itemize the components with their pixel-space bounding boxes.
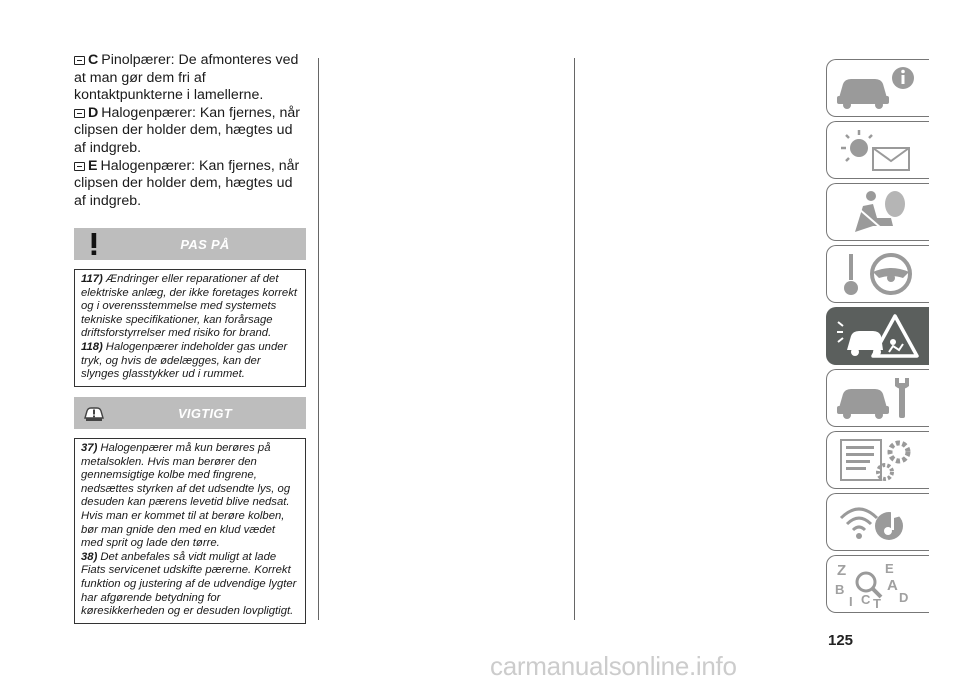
tab-lights-messages[interactable]: [826, 121, 929, 179]
multimedia-note-icon: [833, 498, 923, 546]
warning-title: PAS PÅ: [180, 237, 230, 252]
tab-maintenance[interactable]: [826, 369, 929, 427]
tab-starting-driving[interactable]: [826, 245, 929, 303]
tab-specifications[interactable]: [826, 431, 929, 489]
column-divider: [574, 58, 575, 620]
note-item: 37) Halogenpærer må kun berøres på metalsoklen. Hvis man berører den gennemsigtige kolbe med fingrene, nedsættes styrken af det udsendte lys, og desuden kan pærens levetid blive nedsat. Hvis man er kommet til at berøre kolben, bør man gnide den med en klud vædet med sprit og lade den tørre.: [81, 442, 291, 550]
car-info-icon: [833, 64, 923, 112]
car-emergency-warning-icon: [833, 312, 923, 360]
left-column: [74, 52, 306, 210]
list-item: D Halogenpærer: Kan fjernes, når clipsen der holder dem, hægtes ud af indgreb.: [74, 104, 300, 156]
tab-car-info[interactable]: [826, 59, 929, 117]
key-steering-wheel-icon: [833, 250, 923, 298]
index-letter: A: [887, 577, 898, 594]
specs-gears-icon: [833, 436, 923, 484]
warning-banner: [74, 228, 306, 260]
list-item: C Pinolpærer: De afmonteres ved at man gør dem fri af kontaktpunkterne i lamellerne.: [74, 52, 299, 104]
important-title: VIGTIGT: [177, 406, 233, 421]
column-divider: [318, 58, 319, 620]
car-wrench-icon: [833, 374, 923, 422]
bullet-box-icon: [74, 109, 85, 118]
seat-airbag-icon: [833, 188, 923, 236]
tab-emergency[interactable]: [826, 307, 929, 365]
note-item: 117) Ændringer eller reparationer af det elektriske anlæg, der ikke foretages korrekt og i overensstemmelse med systemets tekniske specifikationer, kan forårsage driftsforstyrrelser med risiko for brand.: [81, 273, 297, 340]
watermark: carmanualsonline.info: [490, 651, 737, 681]
bullet-box-icon: [74, 56, 85, 65]
page-number: 125: [828, 632, 854, 649]
bullet-box-icon: [74, 162, 85, 171]
index-letter: C: [861, 592, 871, 607]
index-letter: I: [849, 594, 853, 608]
index-letter: D: [899, 590, 909, 605]
note-item: 118) Halogenpærer indeholder gas under tryk, og hvis de ødelægges, kan der slynges glasstykker ud i rummet.: [81, 340, 288, 381]
list-item: E Halogenpærer: Kan fjernes, når clipsen der holder dem, hægtes ud af indgreb.: [74, 157, 300, 209]
index-letter: T: [873, 596, 881, 608]
light-message-icon: [833, 126, 923, 174]
tab-multimedia[interactable]: [826, 493, 929, 551]
index-letter: E: [885, 561, 894, 576]
alphabetical-index-icon: [833, 560, 923, 608]
warning-notes: [74, 269, 306, 387]
tab-safety[interactable]: [826, 183, 929, 241]
important-notes: [74, 438, 306, 624]
note-item: 38) Det anbefales så vidt muligt at lade Fiats servicenet udskifte pærerne. Korrekt funktion og justering af de udvendige lygter har afgørende betydning for køresikkerheden og er desuden lovpligtigt.: [81, 550, 297, 618]
index-letter: B: [835, 582, 845, 597]
important-banner: [74, 397, 306, 429]
index-letter: Z: [837, 562, 847, 579]
tab-index[interactable]: [826, 555, 929, 613]
